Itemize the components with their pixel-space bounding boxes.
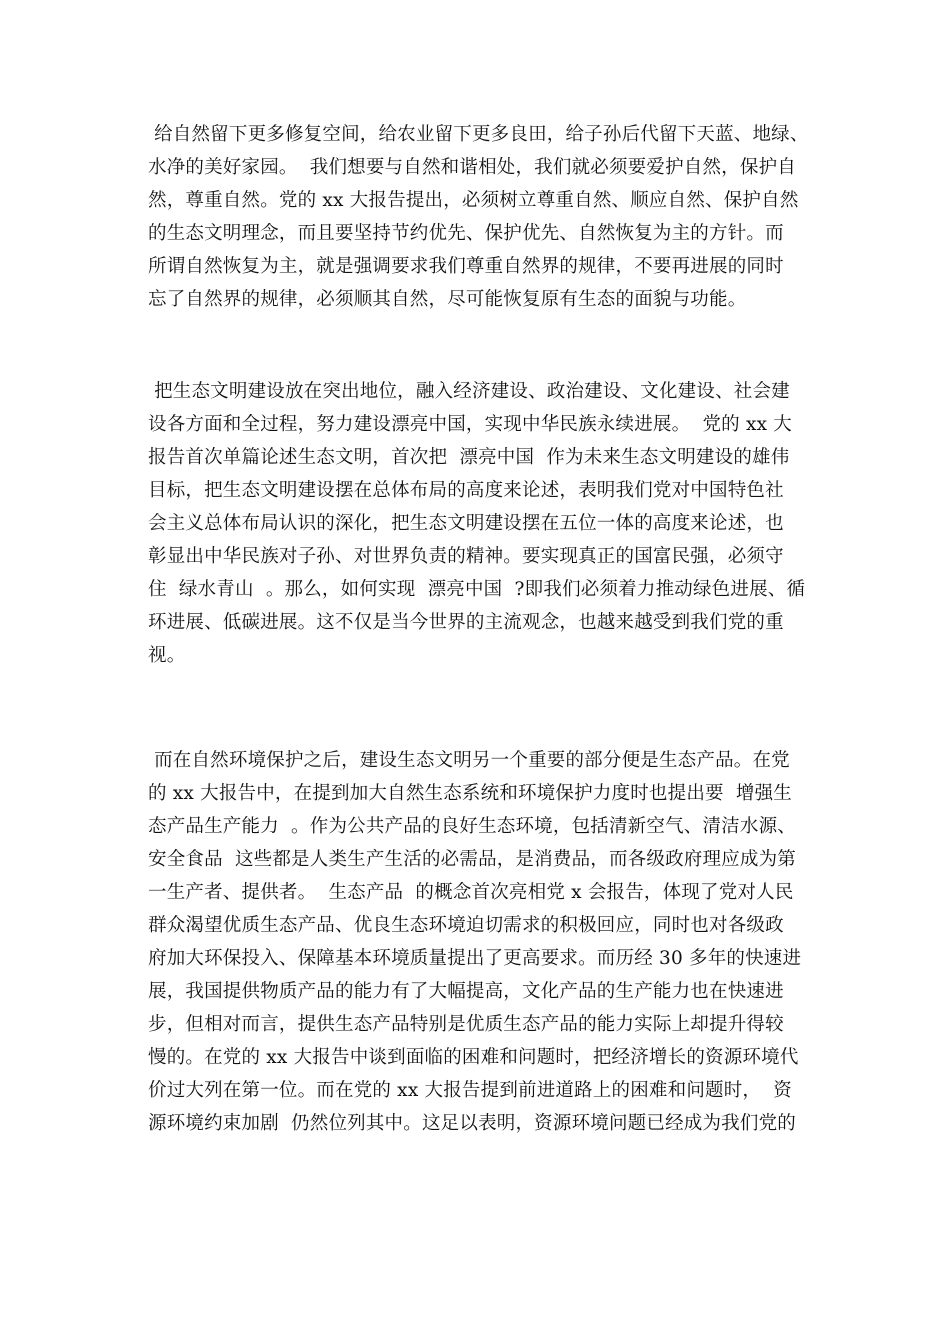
text-line: 步，但相对而言，提供生态产品特别是优质生态产品的能力实际上却提升得较 <box>148 1014 784 1035</box>
text-line: 展，我国提供物质产品的能力有了大幅提高，文化产品的生产能力也在快速进 <box>148 981 784 1002</box>
text-line: 的生态文明理念，而且要坚持节约优先、保护优先、自然恢复为主的方针。而 <box>148 223 784 244</box>
text-line: 然，尊重自然。党的 xx 大报告提出，必须树立尊重自然、顺应自然、保护自然 <box>148 190 799 211</box>
text-line: 慢的。在党的 xx 大报告中谈到面临的困难和问题时，把经济增长的资源环境代 <box>148 1047 799 1068</box>
text-line: 一生产者、提供者。 生态产品 的概念首次亮相党 x 会报告，体现了党对人民 <box>148 882 794 903</box>
text-line: 价过大列在第一位。而在党的 xx 大报告提到前进道路上的困难和问题时， 资 <box>148 1080 792 1101</box>
text-line: 水净的美好家园。 我们想要与自然和谐相处，我们就必须要爱护自然，保护自 <box>148 157 796 178</box>
text-line: 目标，把生态文明建设摆在总体布局的高度来论述，表明我们党对中国特色社 <box>148 480 784 501</box>
text-line: 视。 <box>148 645 186 666</box>
text-line: 所谓自然恢复为主，就是强调要求我们尊重自然界的规律，不要再进展的同时 <box>148 256 784 277</box>
text-line: 设各方面和全过程，努力建设漂亮中国，实现中华民族永续进展。 党的 xx 大 <box>148 414 792 435</box>
text-line: 给自然留下更多修复空间，给农业留下更多良田，给子孙后代留下天蓝、地绿、 <box>148 124 809 145</box>
text-line: 而在自然环境保护之后，建设生态文明另一个重要的部分便是生态产品。在党 <box>148 750 790 771</box>
text-line: 报告首次单篇论述生态文明，首次把 漂亮中国 作为未来生态文明建设的雄伟 <box>148 447 790 468</box>
text-line: 把生态文明建设放在突出地位，融入经济建设、政治建设、文化建设、社会建 <box>148 381 790 402</box>
text-line: 安全食品 这些都是人类生产生活的必需品，是消费品，而各级政府理应成为第 <box>148 849 796 870</box>
text-line: 府加大环保投入、保障基本环境质量提出了更高要求。而历经 30 多年的快速进 <box>148 948 802 969</box>
paragraph-3 <box>148 744 818 1140</box>
paragraph-1 <box>148 118 818 316</box>
text-line: 群众渴望优质生态产品、优良生态环境迫切需求的积极回应，同时也对各级政 <box>148 915 784 936</box>
text-line: 住 绿水青山 。那么，如何实现 漂亮中国 ?即我们必须着力推动绿色进展、循 <box>148 579 806 600</box>
paragraph-2 <box>148 375 818 672</box>
text-line: 彰显出中华民族对子孙、对世界负责的精神。要实现真正的国富民强，必须守 <box>148 546 784 567</box>
text-line: 态产品生产能力 。作为公共产品的良好生态环境，包括清新空气、清洁水源、 <box>148 816 796 837</box>
text-line: 源环境约束加剧 仍然位列其中。这足以表明，资源环境问题已经成为我们党的 <box>148 1113 796 1134</box>
text-line: 会主义总体布局认识的深化，把生态文明建设摆在五位一体的高度来论述，也 <box>148 513 784 534</box>
text-line: 环进展、低碳进展。这不仅是当今世界的主流观念，也越来越受到我们党的重 <box>148 612 784 633</box>
text-line: 忘了自然界的规律，必须顺其自然，尽可能恢复原有生态的面貌与功能。 <box>148 289 747 310</box>
text-line: 的 xx 大报告中，在提到加大自然生态系统和环境保护力度时也提出要 增强生 <box>148 783 792 804</box>
